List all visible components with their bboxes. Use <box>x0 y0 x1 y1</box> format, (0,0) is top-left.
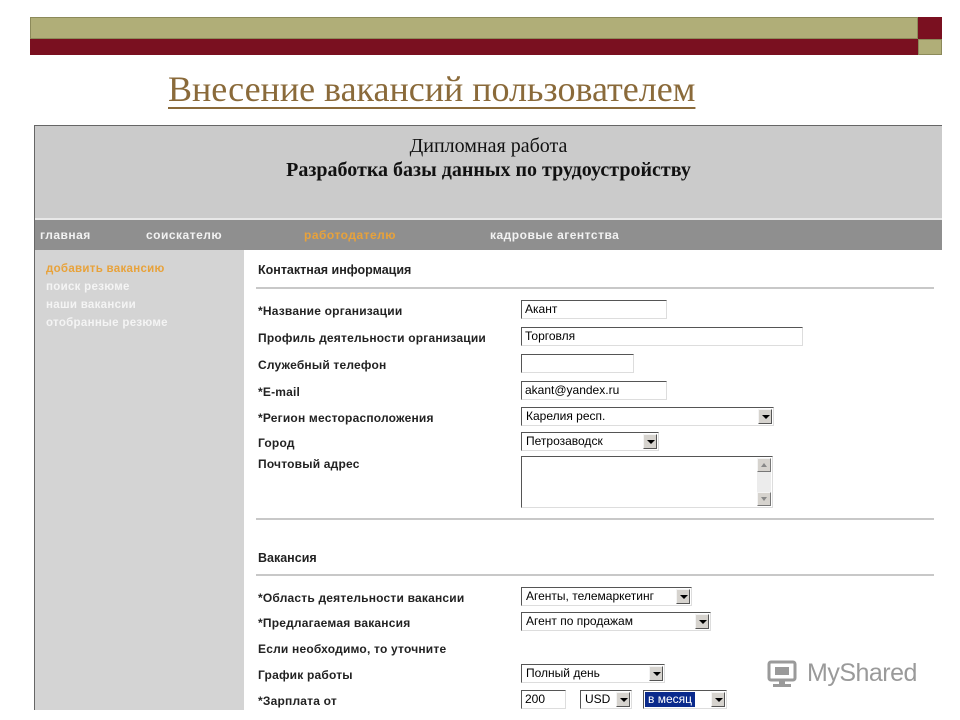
chevron-down-icon[interactable] <box>649 666 663 681</box>
section-title-contact: Контактная информация <box>258 263 412 277</box>
chevron-down-icon[interactable] <box>695 614 709 629</box>
header-line-2: Разработка базы данных по трудоустройству <box>286 159 691 181</box>
header-line-1: Дипломная работа <box>409 135 568 157</box>
email-label: *E-mail <box>258 385 301 399</box>
currency-select-value: USD <box>585 692 611 706</box>
email-input[interactable]: akant@yandex.ru <box>521 381 667 400</box>
scrollbar-track[interactable] <box>757 472 771 492</box>
divider <box>256 287 934 289</box>
chevron-down-icon[interactable] <box>643 434 657 449</box>
divider <box>256 574 934 576</box>
chevron-down-icon[interactable] <box>676 589 690 604</box>
sidebar-item-add-vacancy[interactable]: добавить вакансию <box>46 263 165 275</box>
chevron-down-icon[interactable] <box>711 692 725 707</box>
salary-amount-input[interactable]: 200 <box>521 690 566 709</box>
position-label: *Предлагаемая вакансия <box>258 616 411 630</box>
area-select[interactable] <box>521 587 692 606</box>
address-textarea[interactable] <box>521 456 773 508</box>
region-select[interactable] <box>521 407 774 426</box>
position-select[interactable] <box>521 612 711 631</box>
slide-corner-square-olive <box>918 39 942 55</box>
salary-label: *Зарплата от <box>258 694 337 708</box>
phone-label: Служебный телефон <box>258 358 387 372</box>
top-nav <box>35 218 942 250</box>
sidebar-item-search-resume[interactable]: поиск резюме <box>46 281 130 293</box>
period-select-value: в месяц <box>645 692 695 707</box>
city-select-value: Петрозаводск <box>526 434 603 448</box>
city-label: Город <box>258 436 295 450</box>
profile-input[interactable]: Торговля <box>521 327 803 346</box>
scroll-up-icon[interactable] <box>757 458 771 472</box>
schedule-label: График работы <box>258 668 353 682</box>
position-select-value: Агент по продажам <box>526 614 633 628</box>
slide-top-bar-maroon <box>30 39 918 55</box>
nav-item-agencies[interactable]: кадровые агентства <box>490 228 620 242</box>
sidebar-item-our-vacancies[interactable]: наши вакансии <box>46 299 137 311</box>
vacancy-form <box>244 250 942 710</box>
site-header <box>35 126 942 218</box>
section-title-vacancy: Вакансия <box>258 551 317 565</box>
scroll-down-icon[interactable] <box>757 492 771 506</box>
sidebar <box>35 250 244 710</box>
region-select-value: Карелия респ. <box>526 409 606 423</box>
currency-select[interactable] <box>580 690 632 709</box>
schedule-select[interactable] <box>521 664 665 683</box>
schedule-select-value: Полный день <box>526 666 600 680</box>
city-select[interactable] <box>521 432 659 451</box>
sidebar-item-selected-resumes[interactable]: отобранные резюме <box>46 317 168 329</box>
address-label: Почтовый адрес <box>258 457 360 471</box>
slide-corner-square-maroon <box>918 17 942 39</box>
website-screenshot <box>34 125 942 710</box>
nav-item-home[interactable]: главная <box>40 228 91 242</box>
nav-item-job-seeker[interactable]: соискателю <box>146 228 223 242</box>
org-name-label: *Название организации <box>258 304 403 318</box>
chevron-down-icon[interactable] <box>616 692 630 707</box>
chevron-down-icon[interactable] <box>758 409 772 424</box>
phone-input[interactable] <box>521 354 634 373</box>
slide-title: Внесение вакансий пользователем <box>168 69 696 109</box>
watermark-text: MyShared <box>807 658 917 687</box>
divider <box>256 518 934 520</box>
profile-label: Профиль деятельности организации <box>258 331 486 345</box>
myshared-watermark <box>767 655 917 691</box>
period-select[interactable] <box>643 690 727 709</box>
slide-top-bar-olive <box>30 17 918 39</box>
nav-item-employer[interactable]: работодателю <box>304 228 397 242</box>
region-label: *Регион месторасположения <box>258 411 434 425</box>
myshared-logo-icon <box>767 658 801 688</box>
area-select-value: Агенты, телемаркетинг <box>526 589 654 603</box>
clarify-label: Если необходимо, то уточните <box>258 642 447 656</box>
org-name-input[interactable]: Акант <box>521 300 667 319</box>
area-label: *Область деятельности вакансии <box>258 591 465 605</box>
